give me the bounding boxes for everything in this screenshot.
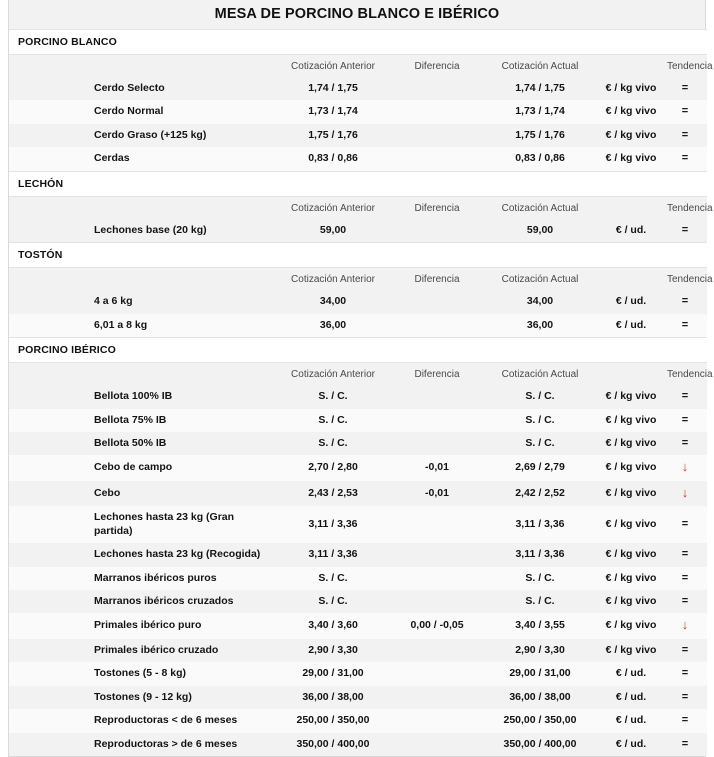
cell-unit: € / ud. <box>595 709 667 732</box>
section-header-row <box>9 243 707 268</box>
cell-unit: € / kg vivo <box>595 409 667 432</box>
equals-icon: = <box>681 714 689 727</box>
row-label: Marranos ibéricos cruzados <box>9 590 277 613</box>
row-label: Reproductoras < de 6 meses <box>9 709 277 732</box>
row-label: Reproductoras > de 6 meses <box>9 733 277 756</box>
cell-unit: € / kg vivo <box>595 481 667 506</box>
equals-icon: = <box>681 517 689 530</box>
column-header-trend: Tendencia <box>667 196 707 219</box>
trend-indicator <box>667 733 707 756</box>
trend-indicator <box>667 543 707 566</box>
cell-unit: € / kg vivo <box>595 385 667 408</box>
cell-unit: € / kg vivo <box>595 124 667 147</box>
table-row <box>9 219 707 243</box>
table-row <box>9 733 707 756</box>
cell-previous-price: 250,00 / 350,00 <box>277 709 389 732</box>
cell-previous-price: 1,75 / 1,76 <box>277 124 389 147</box>
cell-difference: -0,01 <box>389 481 485 506</box>
trend-indicator <box>667 567 707 590</box>
trend-indicator <box>667 613 707 638</box>
equals-icon: = <box>681 571 689 584</box>
cell-unit: € / kg vivo <box>595 613 667 638</box>
cell-current-price: 3,11 / 3,36 <box>485 543 595 566</box>
equals-icon: = <box>681 413 689 426</box>
cell-unit: € / kg vivo <box>595 567 667 590</box>
column-header-row <box>9 55 707 78</box>
cell-current-price: 59,00 <box>485 219 595 243</box>
column-header-row <box>9 196 707 219</box>
row-label: Cebo <box>9 481 277 506</box>
column-header-unit <box>595 196 667 219</box>
equals-icon: = <box>681 223 689 236</box>
equals-icon: = <box>681 436 689 449</box>
column-header-difference: Diferencia <box>389 268 485 291</box>
cell-current-price: 3,40 / 3,55 <box>485 613 595 638</box>
cell-unit: € / kg vivo <box>595 506 667 543</box>
column-header-label <box>9 196 277 219</box>
price-table-body <box>9 30 713 757</box>
cell-difference <box>389 100 485 123</box>
column-header-label <box>9 363 277 386</box>
cell-unit: € / kg vivo <box>595 639 667 662</box>
cell-difference <box>389 506 485 543</box>
column-header-previous: Cotización Anterior <box>277 363 389 386</box>
column-header-current: Cotización Actual <box>485 55 595 78</box>
trend-indicator <box>667 409 707 432</box>
equals-icon: = <box>681 643 689 656</box>
cell-previous-price: S. / C. <box>277 567 389 590</box>
cell-current-price: S. / C. <box>485 385 595 408</box>
equals-icon: = <box>681 318 689 331</box>
cell-previous-price: S. / C. <box>277 432 389 455</box>
column-header-unit <box>595 363 667 386</box>
equals-icon: = <box>681 737 689 750</box>
page-title: MESA DE PORCINO BLANCO E IBÉRICO <box>9 0 705 29</box>
cell-previous-price: 1,73 / 1,74 <box>277 100 389 123</box>
cell-difference <box>389 77 485 100</box>
trend-indicator <box>667 290 707 313</box>
section-title: TOSTÓN <box>9 243 707 268</box>
table-row <box>9 567 707 590</box>
equals-icon: = <box>681 128 689 141</box>
row-label: Lechones hasta 23 kg (Gran partida) <box>9 506 277 543</box>
trend-indicator <box>667 639 707 662</box>
cell-unit: € / ud. <box>595 219 667 243</box>
row-label: 6,01 a 8 kg <box>9 314 277 338</box>
cell-current-price: 1,74 / 1,75 <box>485 77 595 100</box>
cell-current-price: 2,90 / 3,30 <box>485 639 595 662</box>
cell-previous-price: S. / C. <box>277 385 389 408</box>
cell-difference <box>389 385 485 408</box>
column-header-difference: Diferencia <box>389 196 485 219</box>
arrow-down-icon: ↓ <box>681 484 689 500</box>
cell-difference <box>389 733 485 756</box>
cell-difference <box>389 686 485 709</box>
trend-indicator <box>667 455 707 480</box>
cell-previous-price: 2,70 / 2,80 <box>277 455 389 480</box>
row-label: Bellota 100% IB <box>9 385 277 408</box>
cell-difference <box>389 432 485 455</box>
equals-icon: = <box>681 390 689 403</box>
cell-previous-price: 3,11 / 3,36 <box>277 506 389 543</box>
table-row <box>9 432 707 455</box>
column-header-label <box>9 268 277 291</box>
trend-indicator <box>667 686 707 709</box>
table-row <box>9 77 707 100</box>
section-header-row <box>9 338 707 363</box>
row-label: 4 a 6 kg <box>9 290 277 313</box>
row-label: Tostones (5 - 8 kg) <box>9 662 277 685</box>
cell-current-price: 29,00 / 31,00 <box>485 662 595 685</box>
cell-unit: € / kg vivo <box>595 77 667 100</box>
cell-unit: € / ud. <box>595 314 667 338</box>
cell-current-price: 350,00 / 400,00 <box>485 733 595 756</box>
cell-difference: -0,01 <box>389 455 485 480</box>
cell-previous-price: 2,43 / 2,53 <box>277 481 389 506</box>
cell-current-price: S. / C. <box>485 409 595 432</box>
equals-icon: = <box>681 667 689 680</box>
cell-difference <box>389 219 485 243</box>
cell-unit: € / kg vivo <box>595 543 667 566</box>
section-header-row <box>9 30 707 55</box>
table-row <box>9 686 707 709</box>
trend-indicator <box>667 662 707 685</box>
cell-difference <box>389 543 485 566</box>
equals-icon: = <box>681 595 689 607</box>
cell-current-price: 3,11 / 3,36 <box>485 506 595 543</box>
row-label: Marranos ibéricos puros <box>9 567 277 590</box>
row-label: Primales ibérico cruzado <box>9 639 277 662</box>
row-label: Primales ibérico puro <box>9 613 277 638</box>
cell-previous-price: 59,00 <box>277 219 389 243</box>
table-row <box>9 124 707 147</box>
cell-previous-price: 3,40 / 3,60 <box>277 613 389 638</box>
cell-unit: € / kg vivo <box>595 590 667 613</box>
column-header-trend: Tendencia <box>667 268 707 291</box>
cell-unit: € / ud. <box>595 662 667 685</box>
cell-current-price: 36,00 <box>485 314 595 338</box>
trend-indicator <box>667 709 707 732</box>
column-header-row <box>9 268 707 291</box>
equals-icon: = <box>681 152 689 165</box>
cell-current-price: S. / C. <box>485 590 595 613</box>
column-header-label <box>9 55 277 78</box>
section-title: LECHÓN <box>9 171 707 196</box>
table-row <box>9 314 707 338</box>
cell-previous-price: 2,90 / 3,30 <box>277 639 389 662</box>
section-title: PORCINO IBÉRICO <box>9 338 707 363</box>
trend-indicator <box>667 385 707 408</box>
table-row <box>9 147 707 171</box>
column-header-unit <box>595 55 667 78</box>
cell-difference: 0,00 / -0,05 <box>389 613 485 638</box>
cell-current-price: 2,69 / 2,79 <box>485 455 595 480</box>
column-header-current: Cotización Actual <box>485 196 595 219</box>
cell-unit: € / ud. <box>595 290 667 313</box>
table-row <box>9 662 707 685</box>
trend-indicator <box>667 481 707 506</box>
row-label: Bellota 75% IB <box>9 409 277 432</box>
cell-current-price: 36,00 / 38,00 <box>485 686 595 709</box>
trend-indicator <box>667 147 707 171</box>
price-table <box>9 29 713 756</box>
cell-difference <box>389 662 485 685</box>
column-header-trend: Tendencia <box>667 363 707 386</box>
trend-indicator <box>667 77 707 100</box>
cell-unit: € / ud. <box>595 686 667 709</box>
trend-indicator <box>667 506 707 543</box>
equals-icon: = <box>681 105 689 118</box>
cell-difference <box>389 147 485 171</box>
trend-indicator <box>667 314 707 338</box>
cell-current-price: 34,00 <box>485 290 595 313</box>
table-row <box>9 543 707 566</box>
row-label: Cerdo Selecto <box>9 77 277 100</box>
trend-indicator <box>667 100 707 123</box>
trend-indicator <box>667 432 707 455</box>
table-row <box>9 639 707 662</box>
cell-previous-price: S. / C. <box>277 590 389 613</box>
table-row <box>9 290 707 313</box>
cell-unit: € / kg vivo <box>595 455 667 480</box>
column-header-current: Cotización Actual <box>485 363 595 386</box>
cell-previous-price: 36,00 / 38,00 <box>277 686 389 709</box>
table-row <box>9 590 707 613</box>
trend-indicator <box>667 590 707 613</box>
arrow-down-icon: ↓ <box>681 459 689 475</box>
equals-icon: = <box>681 548 689 561</box>
cell-difference <box>389 409 485 432</box>
cell-previous-price: 29,00 / 31,00 <box>277 662 389 685</box>
cell-current-price: 1,73 / 1,74 <box>485 100 595 123</box>
row-label: Tostones (9 - 12 kg) <box>9 686 277 709</box>
cell-previous-price: 3,11 / 3,36 <box>277 543 389 566</box>
arrow-down-icon: ↓ <box>681 617 689 633</box>
row-label: Cerdo Graso (+125 kg) <box>9 124 277 147</box>
cell-current-price: S. / C. <box>485 567 595 590</box>
table-row <box>9 409 707 432</box>
table-row <box>9 506 707 543</box>
cell-difference <box>389 709 485 732</box>
cell-current-price: 0,83 / 0,86 <box>485 147 595 171</box>
cell-previous-price: 1,74 / 1,75 <box>277 77 389 100</box>
column-header-previous: Cotización Anterior <box>277 55 389 78</box>
column-header-current: Cotización Actual <box>485 268 595 291</box>
cell-previous-price: 34,00 <box>277 290 389 313</box>
cell-difference <box>389 314 485 338</box>
column-header-unit <box>595 268 667 291</box>
equals-icon: = <box>681 295 689 308</box>
cell-unit: € / ud. <box>595 733 667 756</box>
table-row <box>9 481 707 506</box>
row-label: Cerdo Normal <box>9 100 277 123</box>
cell-difference <box>389 290 485 313</box>
row-label: Bellota 50% IB <box>9 432 277 455</box>
section-header-row <box>9 171 707 196</box>
equals-icon: = <box>681 82 689 94</box>
cell-difference <box>389 590 485 613</box>
column-header-difference: Diferencia <box>389 55 485 78</box>
cell-current-price: 2,42 / 2,52 <box>485 481 595 506</box>
column-header-trend: Tendencia <box>667 55 707 78</box>
row-label: Lechones base (20 kg) <box>9 219 277 243</box>
cell-current-price: 250,00 / 350,00 <box>485 709 595 732</box>
cell-current-price: S. / C. <box>485 432 595 455</box>
row-label: Cebo de campo <box>9 455 277 480</box>
cell-previous-price: 0,83 / 0,86 <box>277 147 389 171</box>
table-row <box>9 385 707 408</box>
cell-unit: € / kg vivo <box>595 147 667 171</box>
trend-indicator <box>667 124 707 147</box>
column-header-previous: Cotización Anterior <box>277 196 389 219</box>
cell-previous-price: S. / C. <box>277 409 389 432</box>
cell-unit: € / kg vivo <box>595 100 667 123</box>
column-header-difference: Diferencia <box>389 363 485 386</box>
equals-icon: = <box>681 690 689 703</box>
cell-difference <box>389 567 485 590</box>
trend-indicator <box>667 219 707 243</box>
column-header-row <box>9 363 707 386</box>
cell-previous-price: 36,00 <box>277 314 389 338</box>
cell-unit: € / kg vivo <box>595 432 667 455</box>
cell-difference <box>389 124 485 147</box>
table-row <box>9 613 707 638</box>
cell-previous-price: 350,00 / 400,00 <box>277 733 389 756</box>
cell-difference <box>389 639 485 662</box>
row-label: Cerdas <box>9 147 277 171</box>
row-label: Lechones hasta 23 kg (Recogida) <box>9 543 277 566</box>
table-row <box>9 100 707 123</box>
table-row <box>9 455 707 480</box>
cell-current-price: 1,75 / 1,76 <box>485 124 595 147</box>
table-row <box>9 709 707 732</box>
section-title: PORCINO BLANCO <box>9 30 707 55</box>
column-header-previous: Cotización Anterior <box>277 268 389 291</box>
price-sheet <box>8 0 713 757</box>
